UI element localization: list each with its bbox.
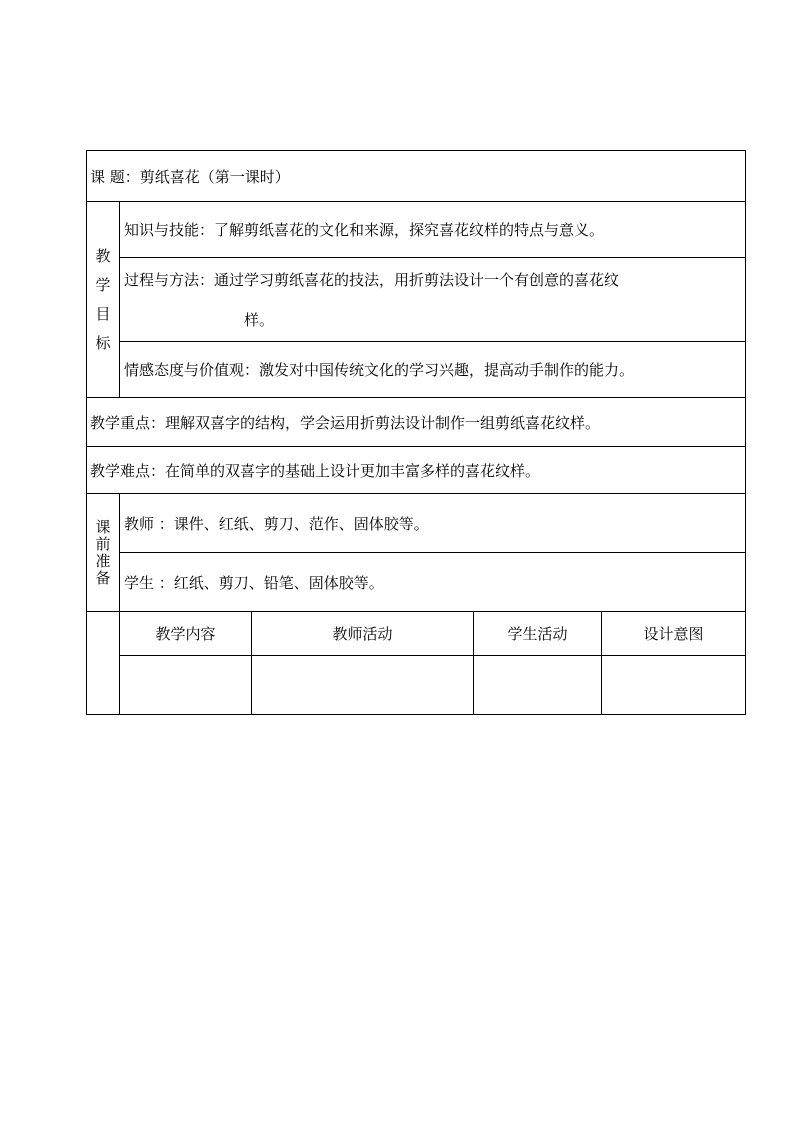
prep-label-char: 备 xyxy=(95,568,111,587)
key-point: 教学重点：理解双喜字的结构，学会运用折剪法设计制作一组剪纸喜花纹样。 xyxy=(87,398,746,447)
goal-process xyxy=(120,258,746,342)
prep-label-char: 课 xyxy=(95,517,111,536)
goal-knowledge: 知识与技能：了解剪纸喜花的文化和来源，探究喜花纹样的特点与意义。 xyxy=(120,202,746,258)
table-cell-student-activity xyxy=(474,656,602,715)
column-header-teacher-activity: 教师活动 xyxy=(252,612,474,656)
goal-process-line2: 样。 xyxy=(244,310,275,329)
prep-label-char: 前 xyxy=(95,534,111,553)
prep-student: 学生 ：红纸、剪刀、铅笔、固体胶等。 xyxy=(120,553,746,612)
goal-process-line1: 过程与方法：通过学习剪纸喜花的技法，用折剪法设计一个有创意的喜花纹 xyxy=(124,270,620,289)
prep-label xyxy=(87,494,120,612)
prep-label-char: 准 xyxy=(95,551,111,570)
goals-label-char: 教 xyxy=(95,246,111,265)
table-cell-teacher-activity xyxy=(252,656,474,715)
goal-emotion: 情感态度与价值观：激发对中国传统文化的学习兴趣，提高动手制作的能力。 xyxy=(120,342,746,398)
prep-teacher: 教师 ：课件、红纸、剪刀、范作、固体胶等。 xyxy=(120,494,746,553)
column-header-student-activity: 学生活动 xyxy=(474,612,602,656)
goals-label-char: 标 xyxy=(95,333,111,352)
lesson-title: 课 题：剪纸喜花（第一课时） xyxy=(87,151,746,202)
goals-label xyxy=(87,202,120,398)
lesson-plan xyxy=(86,150,745,715)
lesson-plan-table xyxy=(86,150,746,715)
difficulty: 教学难点：在简单的双喜字的基础上设计更加丰富多样的喜花纹样。 xyxy=(87,447,746,494)
goals-label-char: 目 xyxy=(95,304,111,323)
table-cell-content xyxy=(120,656,252,715)
table-cell-design-intent xyxy=(602,656,746,715)
column-header-design-intent: 设计意图 xyxy=(602,612,746,656)
goals-label-char: 学 xyxy=(95,275,111,294)
column-header-content: 教学内容 xyxy=(120,612,252,656)
blank-side-cell xyxy=(87,612,120,715)
